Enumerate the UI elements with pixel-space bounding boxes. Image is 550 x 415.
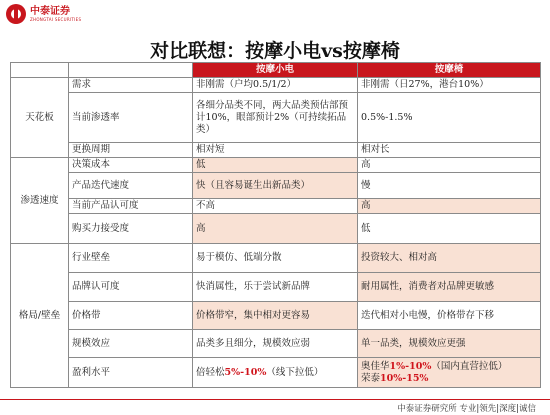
- row-label: 盈利水平: [69, 358, 193, 388]
- table-row: [11, 158, 541, 173]
- profit-chair-range-2: 10%-15%: [380, 372, 429, 384]
- cell-small: 快消属性，乐于尝试新品牌: [193, 273, 358, 302]
- category-ceiling: 天花板: [11, 78, 69, 158]
- profit-small-range: 5%-10%: [224, 366, 267, 378]
- table-row: [11, 93, 541, 143]
- table-row: [11, 214, 541, 244]
- row-label: 价格带: [69, 302, 193, 330]
- profit-chair-range-1: 1%-10%: [389, 360, 432, 372]
- page-title: 对比联想：按摩小电vs按摩椅: [150, 40, 400, 62]
- row-label: 规模效应: [69, 330, 193, 358]
- logo-en: ZHONGTAI SECURITIES: [30, 17, 82, 22]
- company-logo: [6, 4, 81, 24]
- cell-chair: 慢: [358, 173, 541, 199]
- cell-chair: 单一品类，规模效应更强: [358, 330, 541, 358]
- cell-chair: 高: [358, 199, 541, 214]
- category-pattern: 格局/壁垒: [11, 244, 69, 388]
- row-label: 更换周期: [69, 143, 193, 158]
- row-label: 购买力接受度: [69, 214, 193, 244]
- table-row: [11, 143, 541, 158]
- row-label: 品牌认可度: [69, 273, 193, 302]
- cell-small: 价格带窄，集中相对更容易: [193, 302, 358, 330]
- header-blank-1: [11, 63, 69, 78]
- header-small-appliance: 按摩小电: [193, 63, 358, 78]
- cell-small: [193, 358, 358, 388]
- footer-divider: [0, 399, 550, 400]
- table-row: [11, 330, 541, 358]
- profit-small-company: 倍轻松: [196, 366, 225, 378]
- table-row: [11, 244, 541, 273]
- header-blank-2: [69, 63, 193, 78]
- profit-small-note: （线下拉低）: [266, 366, 324, 378]
- table-row: [11, 199, 541, 214]
- cell-chair: 低: [358, 214, 541, 244]
- cell-small: 品类多且细分，规模效应弱: [193, 330, 358, 358]
- row-label: 决策成本: [69, 158, 193, 173]
- table-header-row: [11, 63, 541, 78]
- cell-chair: 非刚需（日27%，港台10%）: [358, 78, 541, 93]
- row-label: 需求: [69, 78, 193, 93]
- cell-chair: 相对长: [358, 143, 541, 158]
- comparison-table: [10, 62, 541, 388]
- cell-small: 易于模仿、低端分散: [193, 244, 358, 273]
- cell-chair: 耐用属性，消费者对品牌更敏感: [358, 273, 541, 302]
- cell-small: 不高: [193, 199, 358, 214]
- cell-chair: 0.5%-1.5%: [358, 93, 541, 143]
- logo-name: 中泰证券: [30, 6, 70, 17]
- row-label: 产品迭代速度: [69, 173, 193, 199]
- table-row: [11, 78, 541, 93]
- footer-text: 中泰证券研究所 专业|领先|深度|诚信: [397, 404, 536, 414]
- row-label: 当前渗透率: [69, 93, 193, 143]
- cell-chair: [358, 358, 541, 388]
- cell-chair: 投资较大、相对高: [358, 244, 541, 273]
- profit-chair-company-1: 奥佳华: [361, 360, 390, 372]
- profit-chair-note-1: （国内直营拉低）: [431, 360, 508, 372]
- logo-icon: [6, 4, 26, 24]
- table-row: [11, 273, 541, 302]
- cell-small: 非刚需（户均0.5/1/2）: [193, 78, 358, 93]
- cell-small: 低: [193, 158, 358, 173]
- cell-small: 快（且容易诞生出新品类）: [193, 173, 358, 199]
- cell-chair: 迭代相对小电慢，价格带存下移: [358, 302, 541, 330]
- category-penetration: 渗透速度: [11, 158, 69, 244]
- header-massage-chair: 按摩椅: [358, 63, 541, 78]
- row-label: 行业壁垒: [69, 244, 193, 273]
- table-row: [11, 302, 541, 330]
- cell-small: 相对短: [193, 143, 358, 158]
- row-label: 当前产品认可度: [69, 199, 193, 214]
- profit-chair-company-2: 荣泰: [361, 372, 381, 384]
- cell-small: 各细分品类不同，两大品类预估部预计10%，眼部预计2%（可持续拓品类）: [193, 93, 358, 143]
- cell-chair: 高: [358, 158, 541, 173]
- cell-small: 高: [193, 214, 358, 244]
- table-row: [11, 173, 541, 199]
- table-row: [11, 358, 541, 388]
